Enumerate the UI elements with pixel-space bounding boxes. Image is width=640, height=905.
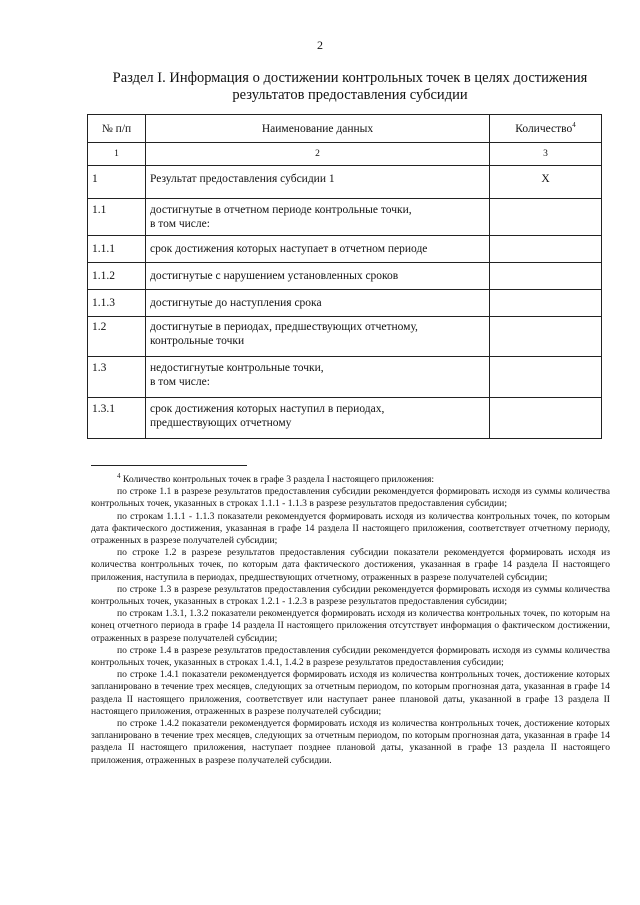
table-row: [88, 398, 602, 439]
row-name-line: срок достижения которых наступил в периодах,: [150, 403, 385, 415]
row-quantity: [490, 290, 602, 317]
row-name: [146, 290, 490, 317]
header-name: Наименование данных: [146, 115, 490, 143]
table-row: [88, 236, 602, 263]
table-row: [88, 317, 602, 357]
row-number: 1.3: [88, 357, 146, 398]
table-header-row: [88, 115, 602, 143]
row-name-line: срок достижения которых наступает в отчетном периоде: [150, 243, 428, 255]
row-name-line: достигнутые в отчетном периоде контрольные точки,: [150, 204, 412, 216]
footnote-intro-text: Количество контрольных точек в графе 3 раздела I настоящего приложения:: [120, 474, 435, 485]
footnote-intro: [91, 471, 610, 486]
footnote-paragraph: по строке 1.1 в разрезе результатов предоставления субсидии рекомендуется формировать исходя из суммы количества контрольных точек, указанных в строках 1.1.1 - 1.1.3 в разрезе результатов предоставления субсидии;: [91, 486, 610, 510]
column-number: 2: [146, 143, 490, 166]
footnote-paragraph: по строке 1.4.2 показатели рекомендуется формировать исходя из количества контрольных точек, достижение которых запланировано в течение трех месяцев, следующих за отчетным периодом, по которым прогнозная дата, указанная в графе 14 раздела II настоящего приложения, наступает позднее плановой даты, указанной в графе 13 раздела II настоящего приложения, отраженных в разрезе получателей субсидии.: [91, 718, 610, 766]
row-number: 1.1.2: [88, 263, 146, 290]
row-name-line: достигнутые в периодах, предшествующих отчетному,: [150, 321, 418, 333]
table-row: [88, 290, 602, 317]
section-title: [80, 70, 620, 104]
footnote-divider: [91, 465, 247, 466]
row-name: [146, 357, 490, 398]
table-row: [88, 199, 602, 236]
row-name-line: в том числе:: [150, 218, 210, 230]
row-number: 1.1.1: [88, 236, 146, 263]
footnote-marker: 4: [117, 471, 121, 480]
control-points-table: [87, 114, 602, 439]
header-quantity: [490, 115, 602, 143]
footnotes: [91, 471, 610, 767]
row-name: [146, 263, 490, 290]
section-title-line-1: Раздел I. Информация о достижении контрольных точек в целях достижения: [112, 70, 588, 86]
row-number: 1.1.3: [88, 290, 146, 317]
row-name-line: недостигнутые контрольные точки,: [150, 362, 324, 374]
footnote-paragraph: по строке 1.4.1 показатели рекомендуется формировать исходя из количества контрольных точек, достижение которых запланировано в течение трех месяцев, следующих за отчетным периодом, по которым прогнозная дата, указанная в графе 14 раздела II настоящего приложения, соответствует или наступает ранее плановой даты, указанной в графе 13 раздела II настоящего приложения, отраженных в разрезе получателей субсидии;: [91, 669, 610, 717]
row-number: 1: [88, 166, 146, 199]
footnote-paragraph: по строке 1.2 в разрезе результатов предоставления субсидии показатели рекомендуется формировать исходя из количества контрольных точек, по которым дата фактического достижения, указанная в графе 14 раздела II настоящего приложения, наступила в периодах, предшествующих отчетному, отраженных в разрезе получателей субсидии;: [91, 547, 610, 583]
row-name: [146, 317, 490, 357]
row-number: 1.3.1: [88, 398, 146, 439]
row-name-line: Результат предоставления субсидии 1: [150, 173, 335, 185]
column-number-row: [88, 143, 602, 166]
header-number: № п/п: [88, 115, 146, 143]
page-number: 2: [317, 38, 323, 52]
header-quantity-label: Количество: [515, 122, 573, 135]
table-row: [88, 357, 602, 398]
row-quantity: [490, 236, 602, 263]
row-quantity: [490, 199, 602, 236]
table-row: [88, 263, 602, 290]
footnote-paragraph: по строкам 1.1.1 - 1.1.3 показатели рекомендуется формировать исходя из количества контрольных точек, по которым дата фактического достижения, указанная в графе 14 раздела II настоящего приложения, соответствует отчетному периоду, отраженных в разрезе получателей субсидии;: [91, 510, 610, 547]
column-number: 3: [490, 143, 602, 166]
section-title-line-2: результатов предоставления субсидии: [232, 87, 468, 103]
footnote-paragraph: по строке 1.4 в разрезе результатов предоставления субсидии рекомендуется формировать исходя из суммы количества контрольных точек, указанных в строках 1.4.1, 1.4.2 в разрезе результатов предоставления субсидии;: [91, 644, 610, 669]
column-number: 1: [88, 143, 146, 166]
row-name-line: достигнутые до наступления срока: [150, 297, 322, 309]
row-name-line: предшествующих отчетному: [150, 417, 292, 429]
table-row: [88, 166, 602, 199]
footnote-paragraph: по строкам 1.3.1, 1.3.2 показатели рекомендуется формировать исходя из количества контрольных точек, по которым на конец отчетного периода в графе 14 раздела II настоящего приложения отсутствует информация о фактическом достижении, отраженных в разрезе получателей субсидии;: [91, 608, 610, 644]
row-name: [146, 166, 490, 199]
row-name: [146, 236, 490, 263]
row-name-line: в том числе:: [150, 376, 210, 388]
row-quantity: [490, 398, 602, 439]
row-quantity: [490, 357, 602, 398]
row-quantity: [490, 263, 602, 290]
row-name: [146, 398, 490, 439]
row-name: [146, 199, 490, 236]
footnote-ref: 4: [572, 120, 576, 129]
row-quantity: X: [490, 166, 602, 199]
row-name-line: достигнутые с нарушением установленных сроков: [150, 270, 399, 282]
row-name-line: контрольные точки: [150, 335, 245, 347]
footnote-paragraph: по строке 1.3 в разрезе результатов предоставления субсидии рекомендуется формировать исходя из суммы количества контрольных точек, указанных в строках 1.2.1 - 1.2.3 в разрезе результатов предоставления субсидии;: [91, 583, 610, 608]
row-number: 1.1: [88, 199, 146, 236]
row-quantity: [490, 317, 602, 357]
row-number: 1.2: [88, 317, 146, 357]
